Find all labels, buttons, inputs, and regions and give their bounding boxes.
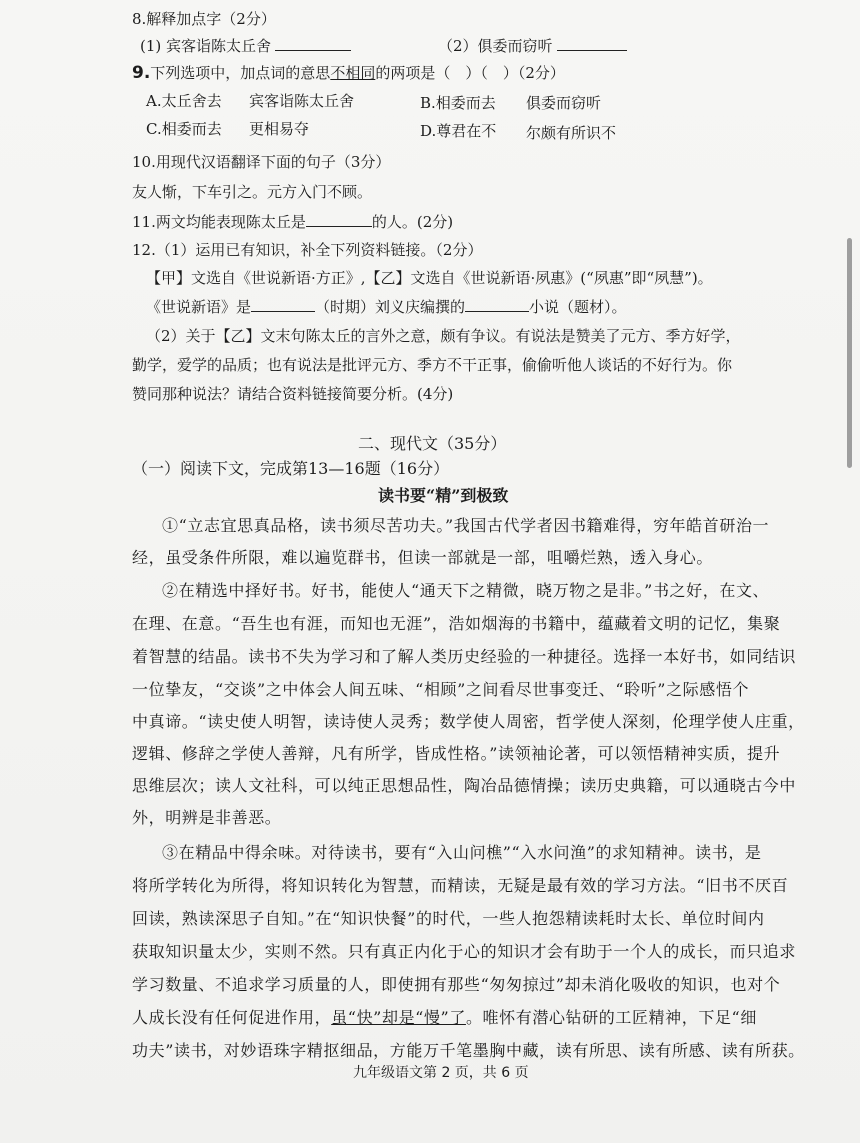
article-line-15: 学习数量、不追求学习质量的人，即使拥有那些“匆匆掠过”却未消化吸收的知识，也对个	[132, 975, 781, 994]
q9-option-c-text: 更相易夺	[249, 120, 310, 138]
article-underlined-phrase: 虽“快”却是“慢”了	[331, 1008, 466, 1027]
q11	[132, 212, 453, 232]
q12-line2-b: （时期）刘义庆编撰的	[315, 298, 466, 316]
article-line-11: ③在精品中得余味。对待读书，要有“入山问樵”“入水问渔”的求知精神。读书，是	[162, 843, 762, 862]
article-line-12: 将所学转化为所得，将知识转化为智慧，而精读，无疑是最有效的学习方法。“旧书不厌百	[132, 876, 789, 895]
section2-subtitle: （一）阅读下文，完成第13—16题（16分）	[132, 459, 450, 478]
article-title: 读书要“精”到极致	[378, 486, 509, 505]
q8-item2-text: （2）俱委而窃听	[438, 37, 553, 55]
article-line-5: 着智慧的结晶。读书不失为学习和了解人类历史经验的一种捷径。选择一本好书，如同结识	[132, 647, 797, 666]
q10-title: 10.用现代汉语翻译下面的句子（3分）	[132, 153, 391, 171]
article-line-16-a: 人成长没有任何促进作用，	[132, 1008, 332, 1027]
article-line-3: ②在精选中择好书。好书，能使人“通天下之精微，晓万物之是非。”书之好，在文、	[162, 581, 770, 600]
section2-title: 二、现代文（35分）	[358, 434, 507, 453]
article-line-1: ①“立志宜思真品格，读书须尽苦功夫。”我国古代学者因书籍难得，穷年皓首研治一	[162, 516, 770, 535]
q12-title: 12.（1）运用已有知识，补全下列资料链接。（2分）	[132, 241, 483, 259]
article-line-6: 一位挚友，“交谈”之中体会人间五味、“相顾”之间看尽世事变迁、“聆听”之际感悟个	[132, 680, 750, 699]
q12-line1: 【甲】文选自《世说新语·方正》,【乙】文选自《世说新语·夙惠》(“夙惠”即“夙慧”)。	[146, 269, 713, 287]
q9-option-b-label: B.相委而去	[420, 94, 496, 112]
q11-suffix: 的人。(2分)	[371, 213, 454, 231]
q9-title-emph: 不相同	[330, 64, 376, 82]
q9-option-c-label: C.相委而去	[146, 120, 222, 138]
q9-option-a-label: A.太丘舍去	[146, 92, 222, 110]
q9-option-a-text: 宾客诣陈太丘舍	[249, 92, 355, 110]
q11-blank[interactable]	[306, 212, 372, 227]
page-footer: 九年级语文第 2 页，共 6 页	[353, 1065, 529, 1081]
article-line-13: 回读，熟读深思子自知。”在“知识快餐”的时代，一些人抱怨精读耗时太长、单位时间内	[132, 909, 765, 928]
article-line-2: 经，虽受条件所限，难以遍览群书，但读一部就是一部，咀嚼烂熟，透入身心。	[132, 548, 714, 567]
q11-prefix: 11.两文均能表现陈太丘是	[132, 213, 306, 231]
article-line-7: 中真谛。“读史使人明智，读诗使人灵秀；数学使人周密，哲学使人深刻，伦理学使人庄重，	[132, 712, 805, 731]
article-line-14: 获取知识量太少，实则不然。只有真正内化于心的知识才会有助于一个人的成长，而只追求	[132, 942, 797, 961]
q8-title: 8.解释加点字（2分）	[132, 10, 276, 28]
q8-item1-blank[interactable]	[275, 36, 351, 51]
article-line-4: 在理、在意。“吾生也有涯，而知也无涯”，浩如烟海的书籍中，蕴藏着文明的记忆，集聚	[132, 614, 781, 633]
article-line-9: 思维层次；读人文社科，可以纯正思想品性，陶冶品德情操；读历史典籍，可以通晓古今中	[132, 776, 797, 795]
q9-option-b-text: 俱委而窃听	[526, 94, 602, 112]
q12-part2-line3: 赞同那种说法？请结合资料链接简要分析。(4分)	[132, 385, 454, 403]
article-line-16	[132, 1008, 757, 1028]
q8-item1-text: (1) 宾客诣陈太丘舍	[140, 37, 272, 55]
q8-item2	[438, 36, 627, 56]
q9-number: 9.	[132, 63, 151, 83]
q12-part2-line1: （2）关于【乙】文末句陈太丘的言外之意，颇有争议。有说法是赞美了元方、季方好学，	[146, 327, 741, 345]
q12-period-blank[interactable]	[251, 297, 315, 312]
scrollbar-thumb[interactable]	[847, 238, 852, 468]
q12-line2-c: 小说（题材）。	[529, 298, 627, 316]
q9-title-a: 下列选项中，加点词的意思	[150, 64, 331, 82]
q8-item1	[140, 36, 351, 56]
q9-title-b: 的两项是（ ）（ ）（2分）	[375, 64, 565, 82]
article-line-16-b: 。唯怀有潜心钻研的工匠精神，下足“细	[465, 1008, 757, 1027]
article-line-10: 外，明辨是非善恶。	[132, 808, 282, 827]
article-line-8: 逻辑、修辞之学使人善辩，凡有所学，皆成性格。”读领袖论著，可以领悟精神实质，提升	[132, 744, 781, 763]
q9-title	[132, 63, 565, 83]
article-line-17: 功夫”读书，对妙语珠字精抠细品，方能万千笔墨胸中藏，读有所思、读有所感、读有所获。	[132, 1041, 805, 1060]
q12-line2	[146, 297, 627, 317]
q10-sentence: 友人惭，下车引之。元方入门不顾。	[132, 183, 373, 201]
q9-option-d-label: D.尊君在不	[420, 122, 497, 140]
q12-genre-blank[interactable]	[465, 297, 529, 312]
q12-line2-a: 《世说新语》是	[146, 298, 252, 316]
q9-option-d-text: 尔颇有所识不	[526, 124, 617, 142]
q8-item2-blank[interactable]	[557, 36, 627, 51]
q12-part2-line2: 勤学，爱学的品质；也有说法是批评元方、季方不干正事，偷偷听他人谈话的不好行为。你	[132, 356, 733, 374]
